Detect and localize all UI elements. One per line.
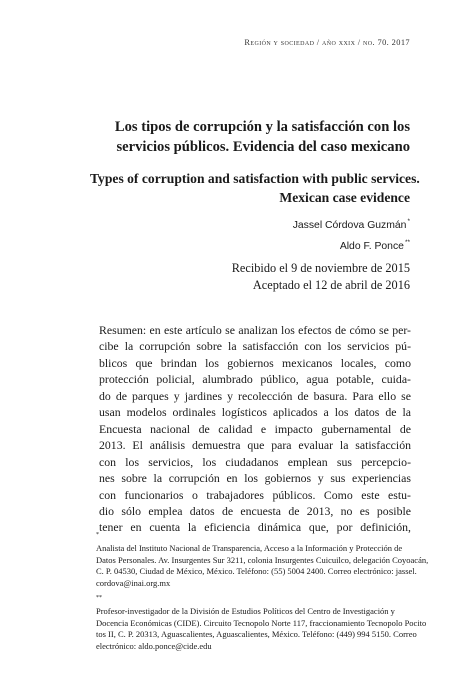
author-footnote-mark: ** xyxy=(404,238,410,246)
abstract-line: dio sólo emplea datos de encuesta de 2013, no es posible xyxy=(99,503,411,518)
footnote-line xyxy=(96,593,412,618)
footnote-mark: ** xyxy=(96,594,102,601)
accepted-date: Aceptado el 12 de abril de 2016 xyxy=(252,278,410,292)
abstract-line: tener en cuenta la eficiencia dinámica que, por definición, xyxy=(99,520,411,535)
author xyxy=(293,214,410,235)
abstract-line: nes sobre la corrupción en los gobiernos y sus experiencias xyxy=(99,471,411,486)
submission-dates xyxy=(232,260,410,294)
received-date: Recibido el 9 de noviembre de 2015 xyxy=(231,261,410,275)
subtitle-line: Types of corruption and satisfaction with public services. xyxy=(90,171,420,186)
running-head: Región y sociedad / año xxix / no. 70. 2017 xyxy=(244,38,410,47)
footnote-line xyxy=(96,530,412,555)
footnote-first-author xyxy=(96,530,429,590)
footnotes xyxy=(96,530,429,656)
abstract-line: con funcionarios o trabajadores públicos. Como este estu- xyxy=(99,487,411,502)
abstract-line: 2013. El análisis demuestra que para evaluar la satisfacción xyxy=(99,438,411,453)
author xyxy=(293,235,410,256)
author-name: Jassel Córdova Guzmán xyxy=(292,220,407,231)
footnote-text: Profesor-investigador de la División de Estudios Políticos del Centro de Investigación y xyxy=(96,605,395,616)
footnote-line: electrónico: aldo.ponce@cide.edu xyxy=(96,641,212,652)
abstract-line: Resumen: en este artículo se analizan los efectos de cómo se per- xyxy=(99,323,411,337)
abstract xyxy=(99,322,411,536)
title-line: Los tipos de corrupción y la satisfacción con los xyxy=(114,119,410,135)
abstract-line: con los servicios, los ciudadanos emplean sus percepcio- xyxy=(99,454,411,469)
author-name: Aldo F. Ponce xyxy=(339,240,404,252)
footnote-line: Docencia Económicas (CIDE). Circuito Tecnopolo Norte 117, fraccionamiento Tecnopolo Pocito xyxy=(96,617,427,628)
abstract-line: blicos que brindan los gobiernos mexicanos locales, como xyxy=(99,355,411,370)
footnote-second-author xyxy=(96,593,427,653)
article-subtitle-english xyxy=(90,169,420,207)
subtitle-line: Mexican case evidence xyxy=(279,190,410,205)
abstract-line: protección policial, alumbrado público, agua potable, cuida- xyxy=(99,372,411,387)
abstract-line: do de parques y jardines y recolección de basura. Para ello se xyxy=(99,388,411,403)
footnote-line: C. P. 04530, Ciudad de México, México. Teléfono: (55) 5004 2400. Correo electrónico: jassel. xyxy=(96,566,417,577)
footnote-mark: * xyxy=(96,532,99,538)
footnote-line: tos II, C. P. 20313, Aguascalientes, Aguascalientes, México. Teléfono: (449) 994 5150. Correo xyxy=(96,629,417,640)
title-line: servicios públicos. Evidencia del caso mexicano xyxy=(116,139,410,155)
abstract-line: usan modelos ordinales logísticos aplicados a los datos de la xyxy=(99,405,411,420)
article-title xyxy=(110,117,410,157)
abstract-line: cibe la corrupción sobre la satisfacción con los servicios pú- xyxy=(99,339,411,354)
abstract-line: Encuesta nacional de calidad e impacto gubernamental de xyxy=(99,421,411,436)
footnote-line: Datos Personales. Av. Insurgentes Sur 3211, colonia Insurgentes Cuicuilco, delegación Coyoacán, xyxy=(96,554,429,565)
author-list xyxy=(293,214,410,255)
author-footnote-mark: * xyxy=(407,218,410,225)
footnote-text: Analista del Instituto Nacional de Transparencia, Acceso a la Información y Protección de xyxy=(96,542,403,553)
footnote-line: cordova@inai.org.mx xyxy=(96,578,171,589)
